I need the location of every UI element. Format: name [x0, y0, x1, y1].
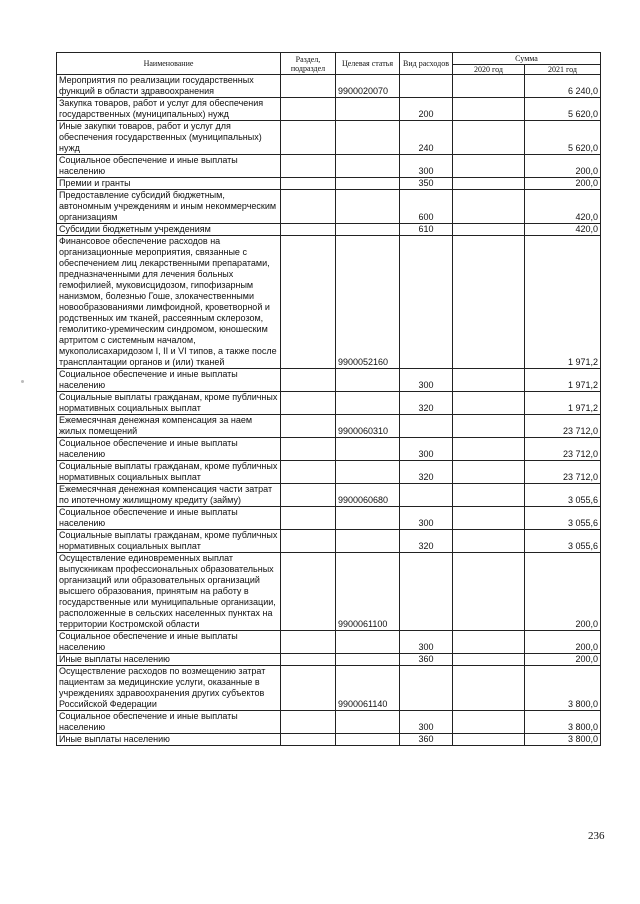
row-target — [336, 98, 400, 121]
row-sum-2021: 23 712,0 — [525, 415, 601, 438]
row-name: Социальные выплаты гражданам, кроме публичных нормативных социальных выплат — [57, 530, 281, 553]
table-row — [57, 392, 601, 415]
table-row — [57, 711, 601, 734]
row-section — [281, 654, 336, 666]
header-section: Раздел, подраздел — [281, 53, 336, 75]
row-sum-2020 — [453, 392, 525, 415]
row-sum-2020 — [453, 121, 525, 155]
row-type: 200 — [400, 98, 453, 121]
row-section — [281, 190, 336, 224]
row-type: 320 — [400, 392, 453, 415]
table-row — [57, 553, 601, 631]
row-sum-2021: 23 712,0 — [525, 438, 601, 461]
header-sum: Сумма — [453, 53, 601, 65]
row-section — [281, 75, 336, 98]
table-row — [57, 190, 601, 224]
row-sum-2021: 200,0 — [525, 178, 601, 190]
row-sum-2020 — [453, 654, 525, 666]
table-row — [57, 484, 601, 507]
row-section — [281, 461, 336, 484]
row-type: 300 — [400, 711, 453, 734]
row-sum-2021: 3 800,0 — [525, 711, 601, 734]
row-section — [281, 553, 336, 631]
row-target: 9900060310 — [336, 415, 400, 438]
row-sum-2021: 420,0 — [525, 190, 601, 224]
row-name: Субсидии бюджетным учреждениям — [57, 224, 281, 236]
row-type: 300 — [400, 438, 453, 461]
row-target: 9900020070 — [336, 75, 400, 98]
row-sum-2021: 5 620,0 — [525, 98, 601, 121]
row-type: 360 — [400, 734, 453, 746]
row-name: Социальное обеспечение и иные выплаты населению — [57, 711, 281, 734]
row-section — [281, 415, 336, 438]
row-sum-2020 — [453, 236, 525, 369]
row-sum-2020 — [453, 369, 525, 392]
table-row — [57, 438, 601, 461]
row-section — [281, 236, 336, 369]
row-name: Иные выплаты населению — [57, 654, 281, 666]
row-sum-2020 — [453, 190, 525, 224]
row-name: Иные закупки товаров, работ и услуг для обеспечения государственных (муниципальных) нужд — [57, 121, 281, 155]
row-sum-2021: 3 800,0 — [525, 734, 601, 746]
table-row — [57, 530, 601, 553]
row-sum-2020 — [453, 484, 525, 507]
row-type: 300 — [400, 507, 453, 530]
row-target — [336, 178, 400, 190]
row-sum-2020 — [453, 461, 525, 484]
row-section — [281, 369, 336, 392]
row-target — [336, 461, 400, 484]
row-sum-2020 — [453, 98, 525, 121]
row-section — [281, 392, 336, 415]
row-sum-2021: 3 055,6 — [525, 507, 601, 530]
scan-artifact — [21, 380, 24, 383]
row-sum-2020 — [453, 438, 525, 461]
row-target — [336, 155, 400, 178]
row-sum-2020 — [453, 178, 525, 190]
row-name: Ежемесячная денежная компенсация за наем жилых помещений — [57, 415, 281, 438]
row-target — [336, 530, 400, 553]
row-sum-2021: 200,0 — [525, 654, 601, 666]
header-type: Вид расходов — [400, 53, 453, 75]
table-row — [57, 224, 601, 236]
table-body — [57, 75, 601, 746]
row-target — [336, 369, 400, 392]
row-sum-2021: 1 971,2 — [525, 392, 601, 415]
table-row — [57, 631, 601, 654]
row-type: 350 — [400, 178, 453, 190]
row-target: 9900060680 — [336, 484, 400, 507]
row-type — [400, 484, 453, 507]
row-sum-2021: 200,0 — [525, 155, 601, 178]
row-sum-2021: 200,0 — [525, 631, 601, 654]
row-section — [281, 438, 336, 461]
row-name: Осуществление расходов по возмещению затрат пациентам за медицинские услуги, оказанные в учреждениях здравоохранения других субъектов Российской Федерации — [57, 666, 281, 711]
row-section — [281, 98, 336, 121]
row-section — [281, 121, 336, 155]
row-section — [281, 155, 336, 178]
row-target — [336, 392, 400, 415]
row-sum-2020 — [453, 666, 525, 711]
row-sum-2020 — [453, 155, 525, 178]
header-name: Наименование — [57, 53, 281, 75]
table-row — [57, 121, 601, 155]
row-section — [281, 178, 336, 190]
row-target: 9900061100 — [336, 553, 400, 631]
row-name: Премии и гранты — [57, 178, 281, 190]
table-row — [57, 654, 601, 666]
row-target — [336, 654, 400, 666]
row-sum-2020 — [453, 631, 525, 654]
row-name: Социальное обеспечение и иные выплаты населению — [57, 155, 281, 178]
row-sum-2021: 3 055,6 — [525, 484, 601, 507]
table-row — [57, 369, 601, 392]
row-name: Социальное обеспечение и иные выплаты населению — [57, 507, 281, 530]
row-target — [336, 224, 400, 236]
row-section — [281, 631, 336, 654]
table-row — [57, 507, 601, 530]
row-sum-2020 — [453, 507, 525, 530]
header-target: Целевая статья — [336, 53, 400, 75]
row-sum-2021: 1 971,2 — [525, 369, 601, 392]
row-target: 9900052160 — [336, 236, 400, 369]
table-row — [57, 461, 601, 484]
row-type — [400, 236, 453, 369]
row-sum-2020 — [453, 530, 525, 553]
page-number: 236 — [588, 830, 605, 842]
row-name: Социальные выплаты гражданам, кроме публичных нормативных социальных выплат — [57, 461, 281, 484]
table-row — [57, 155, 601, 178]
row-section — [281, 530, 336, 553]
row-target — [336, 711, 400, 734]
row-target — [336, 507, 400, 530]
row-section — [281, 484, 336, 507]
row-type: 320 — [400, 461, 453, 484]
table-row — [57, 734, 601, 746]
row-sum-2020 — [453, 711, 525, 734]
row-type: 300 — [400, 369, 453, 392]
row-name: Ежемесячная денежная компенсация части затрат по ипотечному жилищному кредиту (займу) — [57, 484, 281, 507]
row-name: Социальное обеспечение и иные выплаты населению — [57, 369, 281, 392]
table-row — [57, 75, 601, 98]
row-name: Закупка товаров, работ и услуг для обеспечения государственных (муниципальных) нужд — [57, 98, 281, 121]
row-type: 320 — [400, 530, 453, 553]
row-target — [336, 190, 400, 224]
row-name: Мероприятия по реализации государственных функций в области здравоохранения — [57, 75, 281, 98]
row-sum-2021: 6 240,0 — [525, 75, 601, 98]
row-type — [400, 75, 453, 98]
row-type: 240 — [400, 121, 453, 155]
row-sum-2021: 3 055,6 — [525, 530, 601, 553]
row-type — [400, 666, 453, 711]
row-sum-2021: 420,0 — [525, 224, 601, 236]
row-section — [281, 666, 336, 711]
row-name: Осуществление единовременных выплат выпускникам профессиональных образовательных организаций или образовательных организаций высшего образования, принятым на работу в государственные или муниципальные организации, расположенные в сельских населенных пунктах на территории Костромской области — [57, 553, 281, 631]
budget-table — [56, 52, 601, 746]
table-row — [57, 415, 601, 438]
row-target — [336, 438, 400, 461]
table-row — [57, 178, 601, 190]
table-row — [57, 98, 601, 121]
row-target — [336, 121, 400, 155]
row-name: Социальное обеспечение и иные выплаты населению — [57, 438, 281, 461]
row-name: Социальные выплаты гражданам, кроме публичных нормативных социальных выплат — [57, 392, 281, 415]
row-sum-2020 — [453, 75, 525, 98]
row-target — [336, 631, 400, 654]
row-name: Иные выплаты населению — [57, 734, 281, 746]
row-sum-2020 — [453, 734, 525, 746]
row-target: 9900061140 — [336, 666, 400, 711]
row-type: 300 — [400, 631, 453, 654]
row-type: 360 — [400, 654, 453, 666]
row-sum-2021: 200,0 — [525, 553, 601, 631]
table-row — [57, 236, 601, 369]
row-type: 300 — [400, 155, 453, 178]
row-type: 600 — [400, 190, 453, 224]
row-sum-2020 — [453, 415, 525, 438]
header-year-2020: 2020 год — [453, 65, 525, 75]
row-sum-2020 — [453, 553, 525, 631]
row-section — [281, 711, 336, 734]
row-type: 610 — [400, 224, 453, 236]
row-sum-2021: 1 971,2 — [525, 236, 601, 369]
row-type — [400, 415, 453, 438]
row-sum-2021: 23 712,0 — [525, 461, 601, 484]
row-target — [336, 734, 400, 746]
row-type — [400, 553, 453, 631]
row-sum-2021: 3 800,0 — [525, 666, 601, 711]
header-year-2021: 2021 год — [525, 65, 601, 75]
row-sum-2021: 5 620,0 — [525, 121, 601, 155]
row-section — [281, 734, 336, 746]
row-section — [281, 224, 336, 236]
row-name: Предоставление субсидий бюджетным, автономным учреждениям и иным некоммерческим организациям — [57, 190, 281, 224]
row-name: Финансовое обеспечение расходов на организационные мероприятия, связанные с обеспечением лиц лекарственными препаратами, предназначенными для лечения больных гемофилией, муковисцидозом, гипофизарным нанизмом, болезнью Гоше, злокачественными новообразованиями лимфоидной, кроветворной и родственных им тканей, рассеянным склерозом, гемолитико-уремическим синдромом, юношеским артритом с системным началом, мукополисахаридозом I, II и VI типов, а также после трансплантации органов и (или) тканей — [57, 236, 281, 369]
row-name: Социальное обеспечение и иные выплаты населению — [57, 631, 281, 654]
table-header — [57, 53, 601, 75]
row-section — [281, 507, 336, 530]
table-row — [57, 666, 601, 711]
row-sum-2020 — [453, 224, 525, 236]
